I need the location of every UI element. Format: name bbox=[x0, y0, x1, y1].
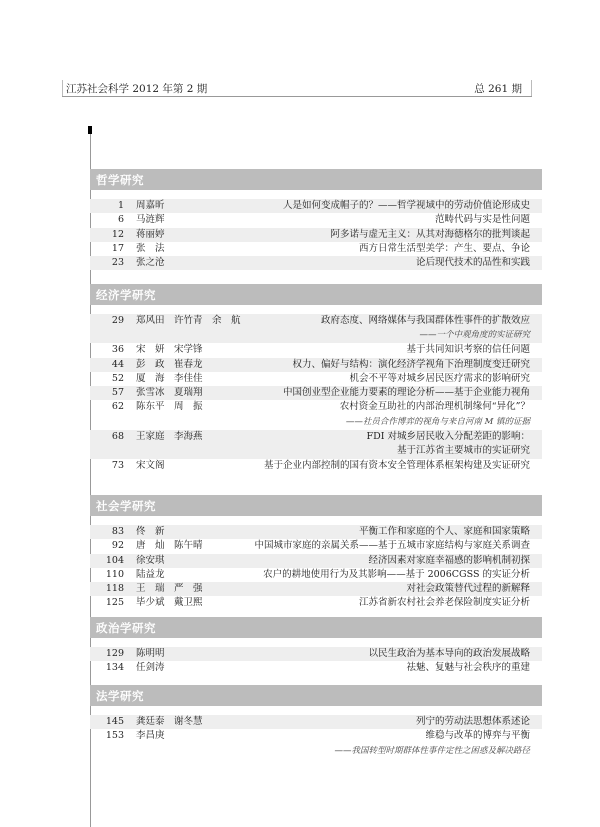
page-number: 23 bbox=[111, 257, 124, 269]
toc-entry[interactable] bbox=[90, 372, 542, 386]
page-number: 129 bbox=[105, 648, 124, 659]
toc-entry[interactable] bbox=[90, 213, 542, 227]
toc-entry[interactable] bbox=[90, 596, 542, 610]
toc-entry[interactable] bbox=[90, 358, 542, 372]
page-number: 104 bbox=[105, 554, 124, 566]
toc-section bbox=[90, 685, 542, 759]
article-title: 权力、偏好与结构：演化经济学视角下治理制度变迁研究 bbox=[292, 358, 530, 370]
page-number: 68 bbox=[111, 430, 124, 442]
toc-entry[interactable] bbox=[90, 661, 542, 675]
article-title: 西方日常生活型美学：产生、要点、争论 bbox=[358, 242, 530, 254]
article-authors: 张雪冰 夏瑞翔 bbox=[136, 387, 203, 399]
toc-entry[interactable] bbox=[90, 525, 542, 539]
article-title: 以民生政治为基本导向的政治发展战略 bbox=[368, 648, 530, 659]
total-issue-label: 总 261 期 bbox=[474, 83, 522, 95]
article-authors: 龚廷泰 谢冬慧 bbox=[136, 716, 203, 727]
section-header bbox=[90, 685, 542, 706]
page-number: 92 bbox=[111, 540, 124, 552]
article-subtitle: ——社员合作博弈的视角与来自河南 M 镇的证据 bbox=[345, 416, 530, 427]
section-header bbox=[90, 617, 542, 638]
article-authors: 陈东平 周 振 bbox=[136, 401, 203, 413]
section-entries bbox=[90, 706, 542, 759]
article-authors: 彭 政 崔春龙 bbox=[136, 358, 203, 370]
article-title: 对社会政策替代过程的新解释 bbox=[406, 583, 530, 595]
section-header bbox=[90, 284, 542, 305]
article-title: 祛魅、复魅与社会秩序的重建 bbox=[406, 662, 530, 674]
page-number: 29 bbox=[111, 315, 124, 326]
toc-entry-continuation[interactable] bbox=[90, 415, 542, 430]
section-title: 经济学研究 bbox=[96, 288, 156, 302]
article-title: 阿多诺与虚无主义：从其对海德格尔的批判谈起 bbox=[330, 228, 530, 240]
article-authors: 任剑涛 bbox=[136, 662, 165, 674]
page-number: 83 bbox=[111, 526, 124, 537]
article-authors: 宋文阁 bbox=[136, 460, 165, 472]
article-authors: 陈明明 bbox=[136, 648, 165, 659]
section-header bbox=[90, 169, 542, 190]
article-authors: 周嘉昕 bbox=[136, 200, 165, 211]
page-number: 1 bbox=[117, 200, 124, 211]
toc-entry[interactable] bbox=[90, 729, 542, 743]
toc-section bbox=[90, 284, 542, 473]
article-authors: 王 瑞 严 强 bbox=[136, 583, 203, 595]
toc-entry[interactable] bbox=[90, 459, 542, 473]
article-title: 机会不平等对城乡居民医疗需求的影响研究 bbox=[349, 372, 530, 384]
corner-marker bbox=[88, 126, 92, 134]
article-subtitle: ——一个中观角度的实证研究 bbox=[419, 330, 530, 341]
page-number: 110 bbox=[105, 568, 124, 580]
toc-entry[interactable] bbox=[90, 568, 542, 582]
page-number: 36 bbox=[111, 344, 124, 356]
article-title: 人是如何变成帽子的？——哲学视域中的劳动价值论形成史 bbox=[282, 200, 530, 211]
section-header bbox=[90, 495, 542, 516]
article-title: 基于企业内部控制的国有资本安全管理体系框架构建及实证研究 bbox=[263, 460, 530, 472]
page-number: 57 bbox=[111, 387, 124, 399]
section-entries bbox=[90, 638, 542, 676]
page-number: 6 bbox=[117, 214, 124, 226]
article-authors: 张之沧 bbox=[136, 257, 165, 269]
toc-entry[interactable] bbox=[90, 314, 542, 328]
section-entries bbox=[90, 305, 542, 473]
section-title: 法学研究 bbox=[96, 689, 144, 703]
article-authors: 厦 海 李佳佳 bbox=[136, 372, 203, 384]
article-subtitle: ——我国转型时期群体性事件定性之困惑及解决路径 bbox=[334, 745, 530, 756]
page-number: 134 bbox=[105, 662, 124, 674]
page-number: 153 bbox=[105, 730, 124, 742]
article-authors: 马涟辉 bbox=[136, 214, 165, 226]
toc-entry[interactable] bbox=[90, 539, 542, 553]
article-title: 政府态度、网络媒体与我国群体性事件的扩散效应 bbox=[320, 315, 530, 326]
article-title: 列宁的劳动法思想体系述论 bbox=[415, 716, 530, 727]
article-authors: 蒋丽婷 bbox=[136, 228, 165, 240]
journal-issue-label: 江苏社会科学 2012 年第 2 期 bbox=[66, 83, 208, 95]
article-authors: 佟 新 bbox=[136, 526, 165, 537]
article-authors: 陆益龙 bbox=[136, 568, 165, 580]
toc-entry[interactable] bbox=[90, 582, 542, 596]
page-header bbox=[62, 80, 532, 97]
article-authors: 唐 灿 陈午晴 bbox=[136, 540, 203, 552]
page-number: 73 bbox=[111, 460, 124, 472]
article-title: 基于江苏省主要城市的实证研究 bbox=[396, 445, 530, 457]
article-authors: 王家庭 李海燕 bbox=[136, 430, 203, 442]
header-left-border bbox=[62, 80, 63, 96]
article-title: 范畴代码与实是性问题 bbox=[434, 214, 530, 226]
toc-entry[interactable] bbox=[90, 386, 542, 400]
toc-entry[interactable] bbox=[90, 228, 542, 242]
page-number: 125 bbox=[105, 597, 124, 609]
section-title: 社会学研究 bbox=[96, 499, 156, 513]
page-number: 44 bbox=[111, 358, 124, 370]
article-title: 论后现代技术的品性和实践 bbox=[415, 257, 530, 269]
article-authors: 李昌庚 bbox=[136, 730, 165, 742]
toc-entry[interactable] bbox=[90, 242, 542, 256]
page-number: 118 bbox=[105, 583, 124, 595]
page-number: 145 bbox=[105, 716, 124, 727]
article-authors: 徐安琪 bbox=[136, 554, 165, 566]
article-authors: 张 法 bbox=[136, 242, 165, 254]
toc-entry-continuation[interactable] bbox=[90, 444, 542, 459]
article-authors: 毕少斌 戴卫熙 bbox=[136, 597, 203, 609]
toc-section bbox=[90, 617, 542, 676]
article-title: 中国城市家庭的亲属关系——基于五城市家庭结构与家庭关系调查 bbox=[254, 540, 530, 552]
toc-entry[interactable] bbox=[90, 430, 542, 444]
toc-entry-continuation[interactable] bbox=[90, 328, 542, 343]
article-title: 维稳与改革的博弈与平衡 bbox=[425, 730, 530, 742]
toc-entry[interactable] bbox=[90, 400, 542, 414]
section-entries bbox=[90, 190, 542, 270]
toc-section bbox=[90, 495, 542, 611]
article-title: 经济因素对家庭幸福感的影响机制初探 bbox=[368, 554, 530, 566]
section-entries bbox=[90, 516, 542, 611]
header-right-border bbox=[531, 80, 532, 96]
article-title: 江苏省新农村社会养老保险制度实证分析 bbox=[358, 597, 530, 609]
toc-entry[interactable] bbox=[90, 343, 542, 357]
toc-entry-continuation[interactable] bbox=[90, 744, 542, 759]
header-rule bbox=[62, 96, 532, 97]
article-authors: 郑风田 许竹青 余 航 bbox=[136, 315, 241, 326]
toc-section bbox=[90, 169, 542, 270]
page-number: 17 bbox=[111, 242, 124, 254]
article-title: 基于共同知识考察的信任问题 bbox=[406, 344, 530, 356]
toc-entry[interactable] bbox=[90, 199, 542, 213]
article-title: 农村资金互助社的内部治理机制缘何“异化”？ bbox=[339, 401, 530, 413]
article-title: FDI 对城乡居民收入分配差距的影响： bbox=[366, 430, 530, 442]
page-number: 62 bbox=[111, 401, 124, 413]
section-title: 政治学研究 bbox=[96, 621, 156, 635]
toc-entry[interactable] bbox=[90, 715, 542, 729]
toc-entry[interactable] bbox=[90, 647, 542, 661]
toc-entry[interactable] bbox=[90, 256, 542, 270]
article-title: 中国创业型企业能力要素的理论分析——基于企业能力视角 bbox=[282, 387, 530, 399]
page-number: 12 bbox=[111, 228, 124, 240]
article-title: 农户的耕地使用行为及其影响——基于 2006CGSS 的实证分析 bbox=[263, 568, 530, 580]
article-title: 平衡工作和家庭的个人、家庭和国家策略 bbox=[358, 526, 530, 537]
section-title: 哲学研究 bbox=[96, 173, 144, 187]
toc-entry[interactable] bbox=[90, 554, 542, 568]
page-number: 52 bbox=[111, 372, 124, 384]
article-authors: 宋 妍 宋学锋 bbox=[136, 344, 203, 356]
